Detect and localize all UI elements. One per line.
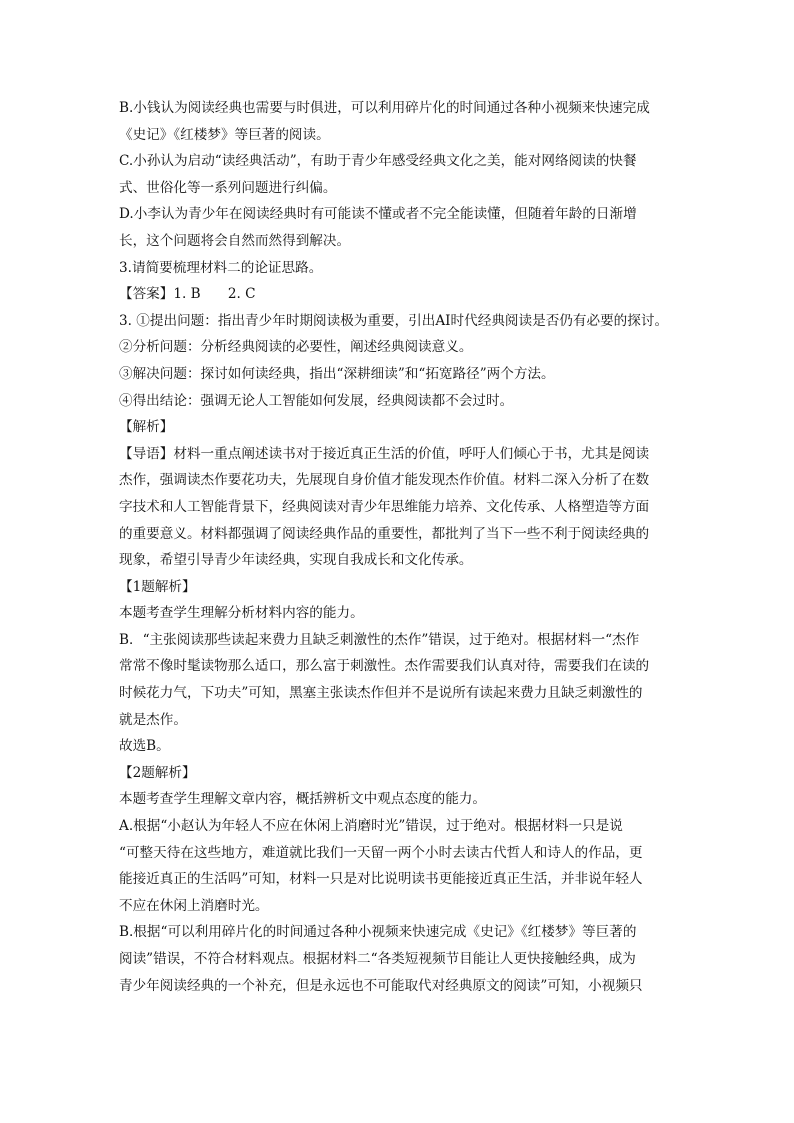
guide-line-2: 杰作，强调读杰作要花功夫，先展现自身价值才能发现杰作价值。材料二深入分析了在数: [119, 472, 650, 489]
option-c-line-2: 式、世俗化等一系列问题进行纠偏。: [119, 179, 337, 196]
question-2-option-a-line-3: 能接近真正的生活吗”可知，材料一只是对比说明读书更能接近真正生活，并非说年轻人: [119, 871, 643, 888]
question-2-analysis-intro: 本题考查学生理解文章内容，概括辨析文中观点态度的能力。: [119, 791, 487, 808]
answer-3-step-4: ④得出结论：强调无论人工智能如何发展，经典阅读都不会过时。: [119, 392, 514, 409]
question-2-option-b-line-1: B.根据“可以利用碎片化的时间通过各种小视频来快速完成《史记》《红楼梦》等巨著的: [119, 924, 637, 941]
question-1-analysis-intro: 本题考查学生理解分析材料内容的能力。: [119, 605, 364, 622]
answer-3-step-3: ③解决问题：探讨如何读经典，指出“深耕细读”和“拓宽路径”两个方法。: [119, 365, 555, 382]
question-1-analysis-heading: 【1题解析】: [119, 578, 196, 595]
question-1-analysis-line-4: 就是杰作。: [119, 711, 187, 728]
option-d-line-2: 长，这个问题将会自然而然得到解决。: [119, 232, 351, 249]
question-2-option-a-line-2: “可整天待在这些地方，难道就比我们一天留一两个小时去读古代哲人和诗人的作品，更: [119, 844, 643, 861]
question-2-option-a-line-4: 不应在休闲上消磨时光。: [119, 897, 269, 914]
question-2-analysis-heading: 【2题解析】: [119, 764, 196, 781]
question-1-conclusion: 故选B。: [119, 738, 170, 755]
answer-heading: 【答案】1. B 2. C: [119, 286, 256, 303]
guide-line-1: 【导语】材料一重点阐述读书对于接近真正生活的价值，呼吁人们倾心于书，尤其是阅读: [119, 445, 650, 462]
question-2-option-a-line-1: A.根据“小赵认为年轻人不应在休闲上消磨时光”错误，过于绝对。根据材料一只是说: [119, 818, 623, 835]
guide-line-5: 现象，希望引导青少年读经典，实现自我成长和文化传承。: [119, 552, 473, 569]
question-1-analysis-line-2: 常常不像时髦读物那么适口，那么富于刺激性。杰作需要我们认真对待，需要我们在读的: [119, 658, 650, 675]
option-c-line-1: C.小孙认为启动“读经典活动”，有助于青少年感受经典文化之美，能对网络阅读的快餐: [119, 153, 637, 170]
analysis-heading: 【解析】: [119, 419, 174, 436]
question-3: 3.请简要梳理材料二的论证思路。: [119, 259, 323, 276]
option-b-line-2: 《史记》《红楼梦》等巨著的阅读。: [119, 126, 330, 143]
answer-3-step-1: 3. ①提出问题：指出青少年时期阅读极为重要，引出AI时代经典阅读是否仍有必要的探讨。: [119, 312, 669, 329]
question-1-analysis-line-1: B．“主张阅读那些读起来费力且缺乏刺激性的杰作”错误，过于绝对。根据材料一“杰作: [119, 631, 640, 648]
question-2-option-b-line-3: 青少年阅读经典的一个补充，但是永远也不可能取代对经典原文的阅读”可知，小视频只: [119, 977, 643, 994]
guide-line-3: 字技术和人工智能背景下，经典阅读对青少年思维能力培养、文化传承、人格塑造等方面: [119, 498, 650, 515]
question-2-option-b-line-2: 阅读”错误，不符合材料观点。根据材料二“各类短视频节目能让人更快接触经典，成为: [119, 951, 636, 967]
guide-line-4: 的重要意义。材料都强调了阅读经典作品的重要性，都批判了当下一些不利于阅读经典的: [119, 525, 650, 542]
document-body: [119, 95, 679, 999]
option-d-line-1: D.小李认为青少年在阅读经典时有可能读不懂或者不完全能读懂，但随着年龄的日渐增: [119, 206, 637, 223]
answer-3-step-2: ②分析问题：分析经典阅读的必要性，阐述经典阅读意义。: [119, 339, 473, 356]
option-b-line-1: B.小钱认为阅读经典也需要与时俱进，可以利用碎片化的时间通过各种小视频来快速完成: [119, 100, 650, 116]
question-1-analysis-line-3: 时候花力气，下功夫”可知，黑塞主张读杰作但并不是说所有读起来费力且缺乏刺激性的: [119, 685, 643, 702]
